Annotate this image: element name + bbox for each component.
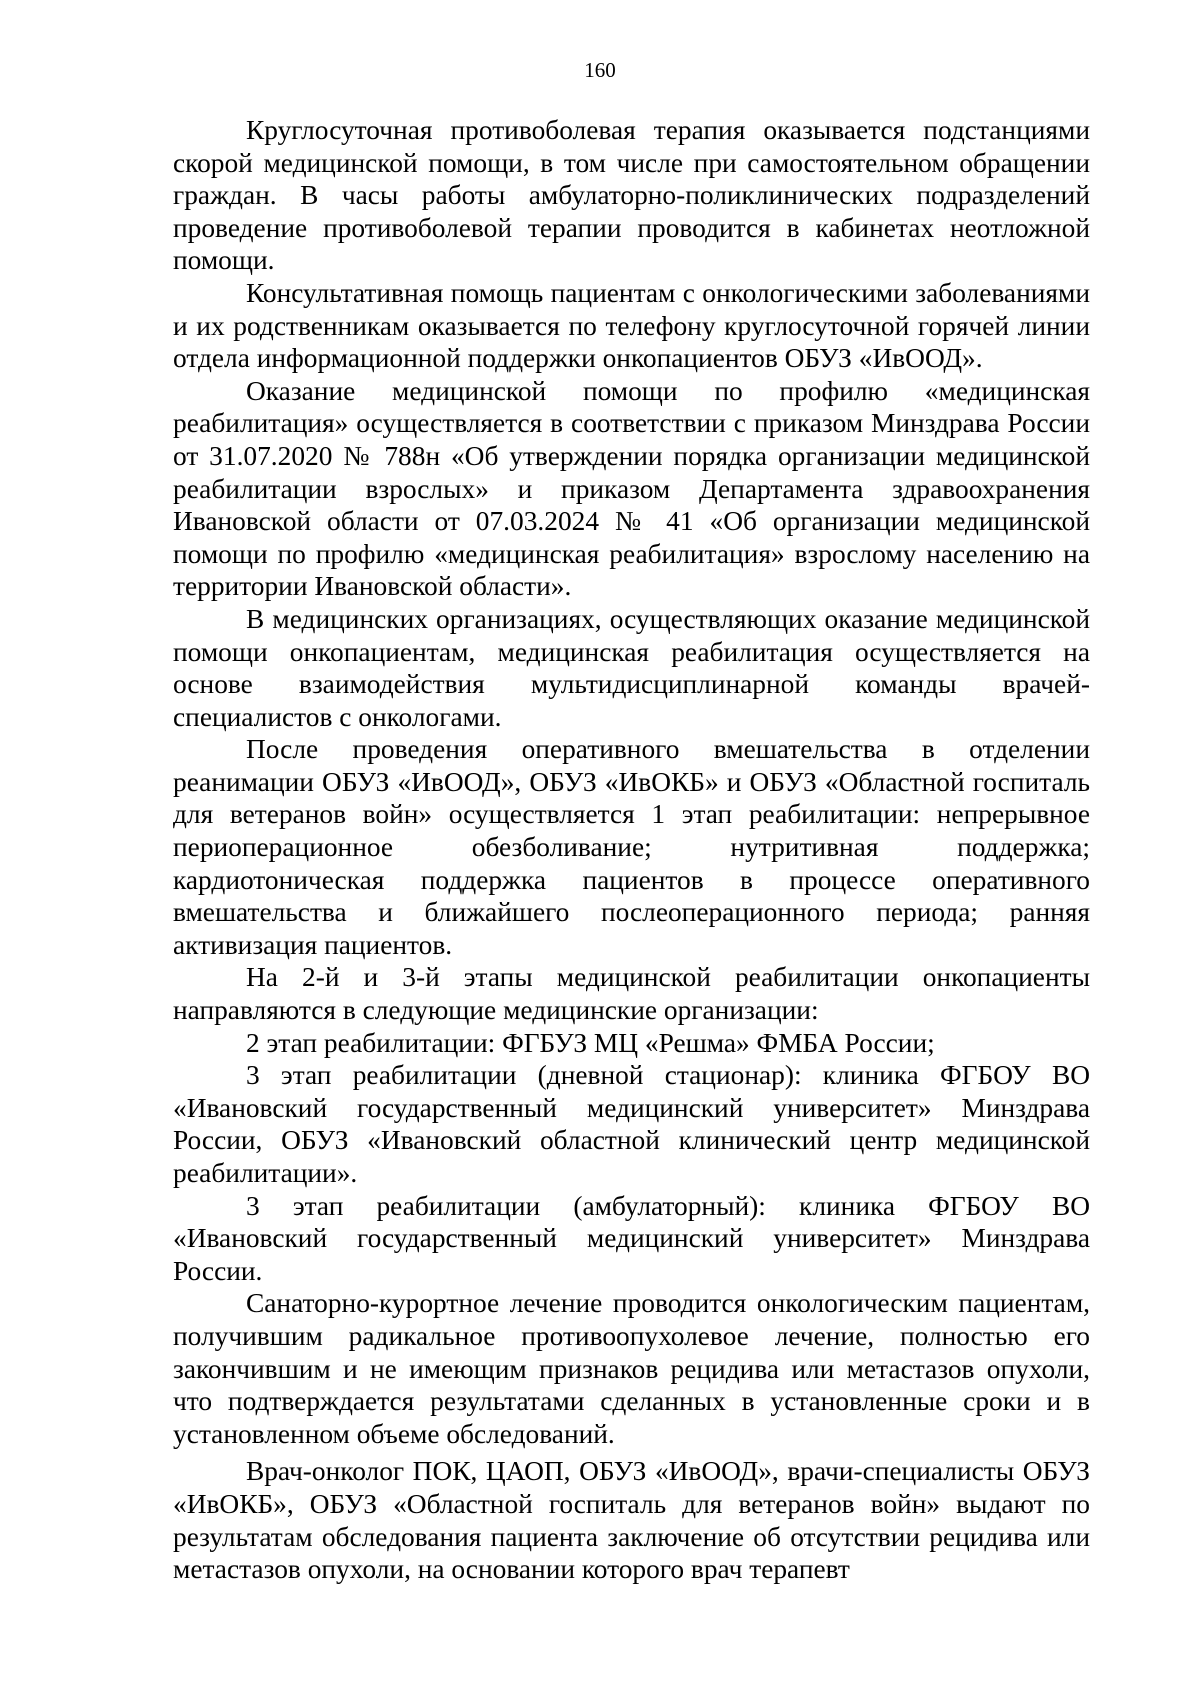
paragraph-sanatorium-treatment: Санаторно-курортное лечение проводится онкологическим пациентам, получившим радикальное противоопухолевое лечение, полностью его закончившим и не имеющим признаков рецидива или метастазов опухоли, что подтверждается результатами сделанных в установленные сроки и в установленном объеме обследований.: [173, 1288, 1090, 1449]
paragraph-stages-2-3-intro: На 2-й и 3-й этапы медицинской реабилитации онкопациенты направляются в следующие медицинские организации:: [173, 962, 1090, 1026]
paragraph-stage-1: После проведения оперативного вмешательства в отделении реанимации ОБУЗ «ИвООД», ОБУЗ «ИвОКБ» и ОБУЗ «Областной госпиталь для ветеранов войн» осуществляется 1 этап реабилитации: непрерывное периоперационное обезболивание; нутритивная поддержка; кардиотоническая поддержка пациентов в процессе оперативного вмешательства и ближайшего послеоперационного периода; ранняя активизация пациентов.: [173, 734, 1090, 960]
paragraph-stage-3-day-hospital: 3 этап реабилитации (дневной стационар): клиника ФГБОУ ВО «Ивановский государственный медицинский университет» Минздрава России, ОБУЗ «Ивановский областной клинический центр медицинской реабилитации».: [173, 1060, 1090, 1188]
paragraph-rehabilitation-order: Оказание медицинской помощи по профилю «медицинская реабилитация» осуществляется в соответствии с приказом Минздрава России от 31.07.2020 № 788н «Об утверждении порядка организации медицинской реабилитации взрослых» и приказом Департамента здравоохранения Ивановской области от 07.03.2024 № 41 «Об организации медицинской помощи по профилю «медицинская реабилитация» взрослому населению на территории Ивановской области».: [173, 375, 1090, 602]
paragraph-consultative-help: Консультативная помощь пациентам с онкологическими заболеваниями и их родственникам оказывается по телефону круглосуточной горячей линии отдела информационной поддержки онкопациентов ОБУЗ «ИвООД».: [173, 277, 1090, 374]
document-body: [173, 114, 1090, 1586]
paragraph-oncologist-conclusion: Врач-онколог ПОК, ЦАОП, ОБУЗ «ИвООД», врачи-специалисты ОБУЗ «ИвОКБ», ОБУЗ «Областной госпиталь для ветеранов войн» выдают по результатам обследования пациента заключение об отсутствии рецидива или метастазов опухоли, на основании которого врач терапевт: [173, 1456, 1090, 1585]
paragraph-multidisciplinary-team: В медицинских организациях, осуществляющих оказание медицинской помощи онкопациентам, медицинская реабилитация осуществляется на основе взаимодействия мультидисциплинарной команды врачей-специалистов с онкологами.: [173, 603, 1090, 732]
paragraph-stage-3-outpatient: 3 этап реабилитации (амбулаторный): клиника ФГБОУ ВО «Ивановский государственный медицинский университет» Минздрава России.: [173, 1190, 1090, 1286]
paragraph-stage-2: 2 этап реабилитации: ФГБУЗ МЦ «Решма» ФМБА России;: [246, 1027, 935, 1058]
page-number: 160: [584, 58, 616, 82]
paragraph-pain-therapy: Круглосуточная противоболевая терапия оказывается подстанциями скорой медицинской помощи, в том числе при самостоятельном обращении граждан. В часы работы амбулаторно-поликлинических подразделений проведение противоболевой терапии проводится в кабинетах неотложной помощи.: [173, 115, 1090, 276]
